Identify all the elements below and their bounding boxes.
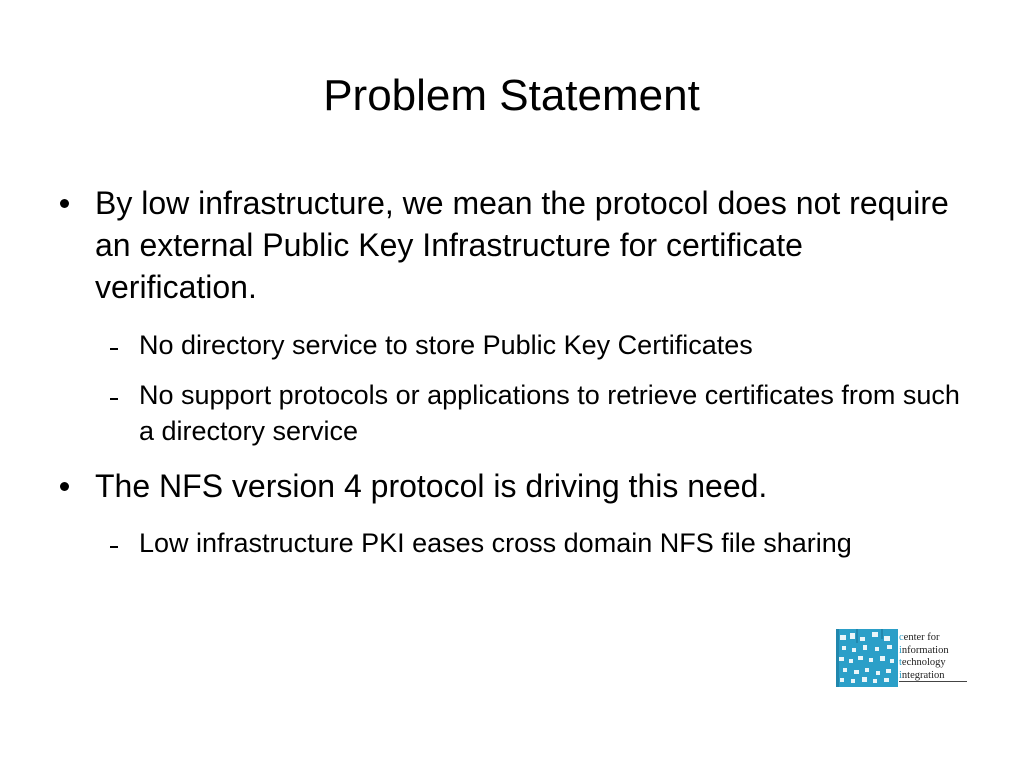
logo-line: technology [899, 657, 946, 668]
slide-title: Problem Statement [323, 71, 700, 120]
dash-icon [110, 546, 118, 548]
logo-wordmark [899, 632, 949, 682]
logo-line: center for [899, 632, 940, 643]
logo-line: information [899, 644, 949, 656]
bullet-text: By low infrastructure, we mean the protocol does not require an external Public Key Infrastructure for certificate verification. [95, 185, 949, 305]
bullet-text: The NFS version 4 protocol is driving this need. [95, 468, 768, 504]
logo-divider [899, 681, 967, 682]
dash-icon [110, 348, 118, 350]
dash-icon [110, 398, 118, 400]
bullet-dot-icon [60, 199, 69, 208]
sub-bullet-text: No directory service to store Public Key Certificates [139, 330, 753, 360]
bullet-dot-icon [60, 482, 69, 491]
logo-line: integration [899, 669, 945, 681]
sub-bullet-text: Low infrastructure PKI eases cross domain NFS file sharing [139, 528, 852, 558]
sub-bullet-text: No support protocols or applications to retrieve certificates from such a directory service [139, 380, 960, 446]
